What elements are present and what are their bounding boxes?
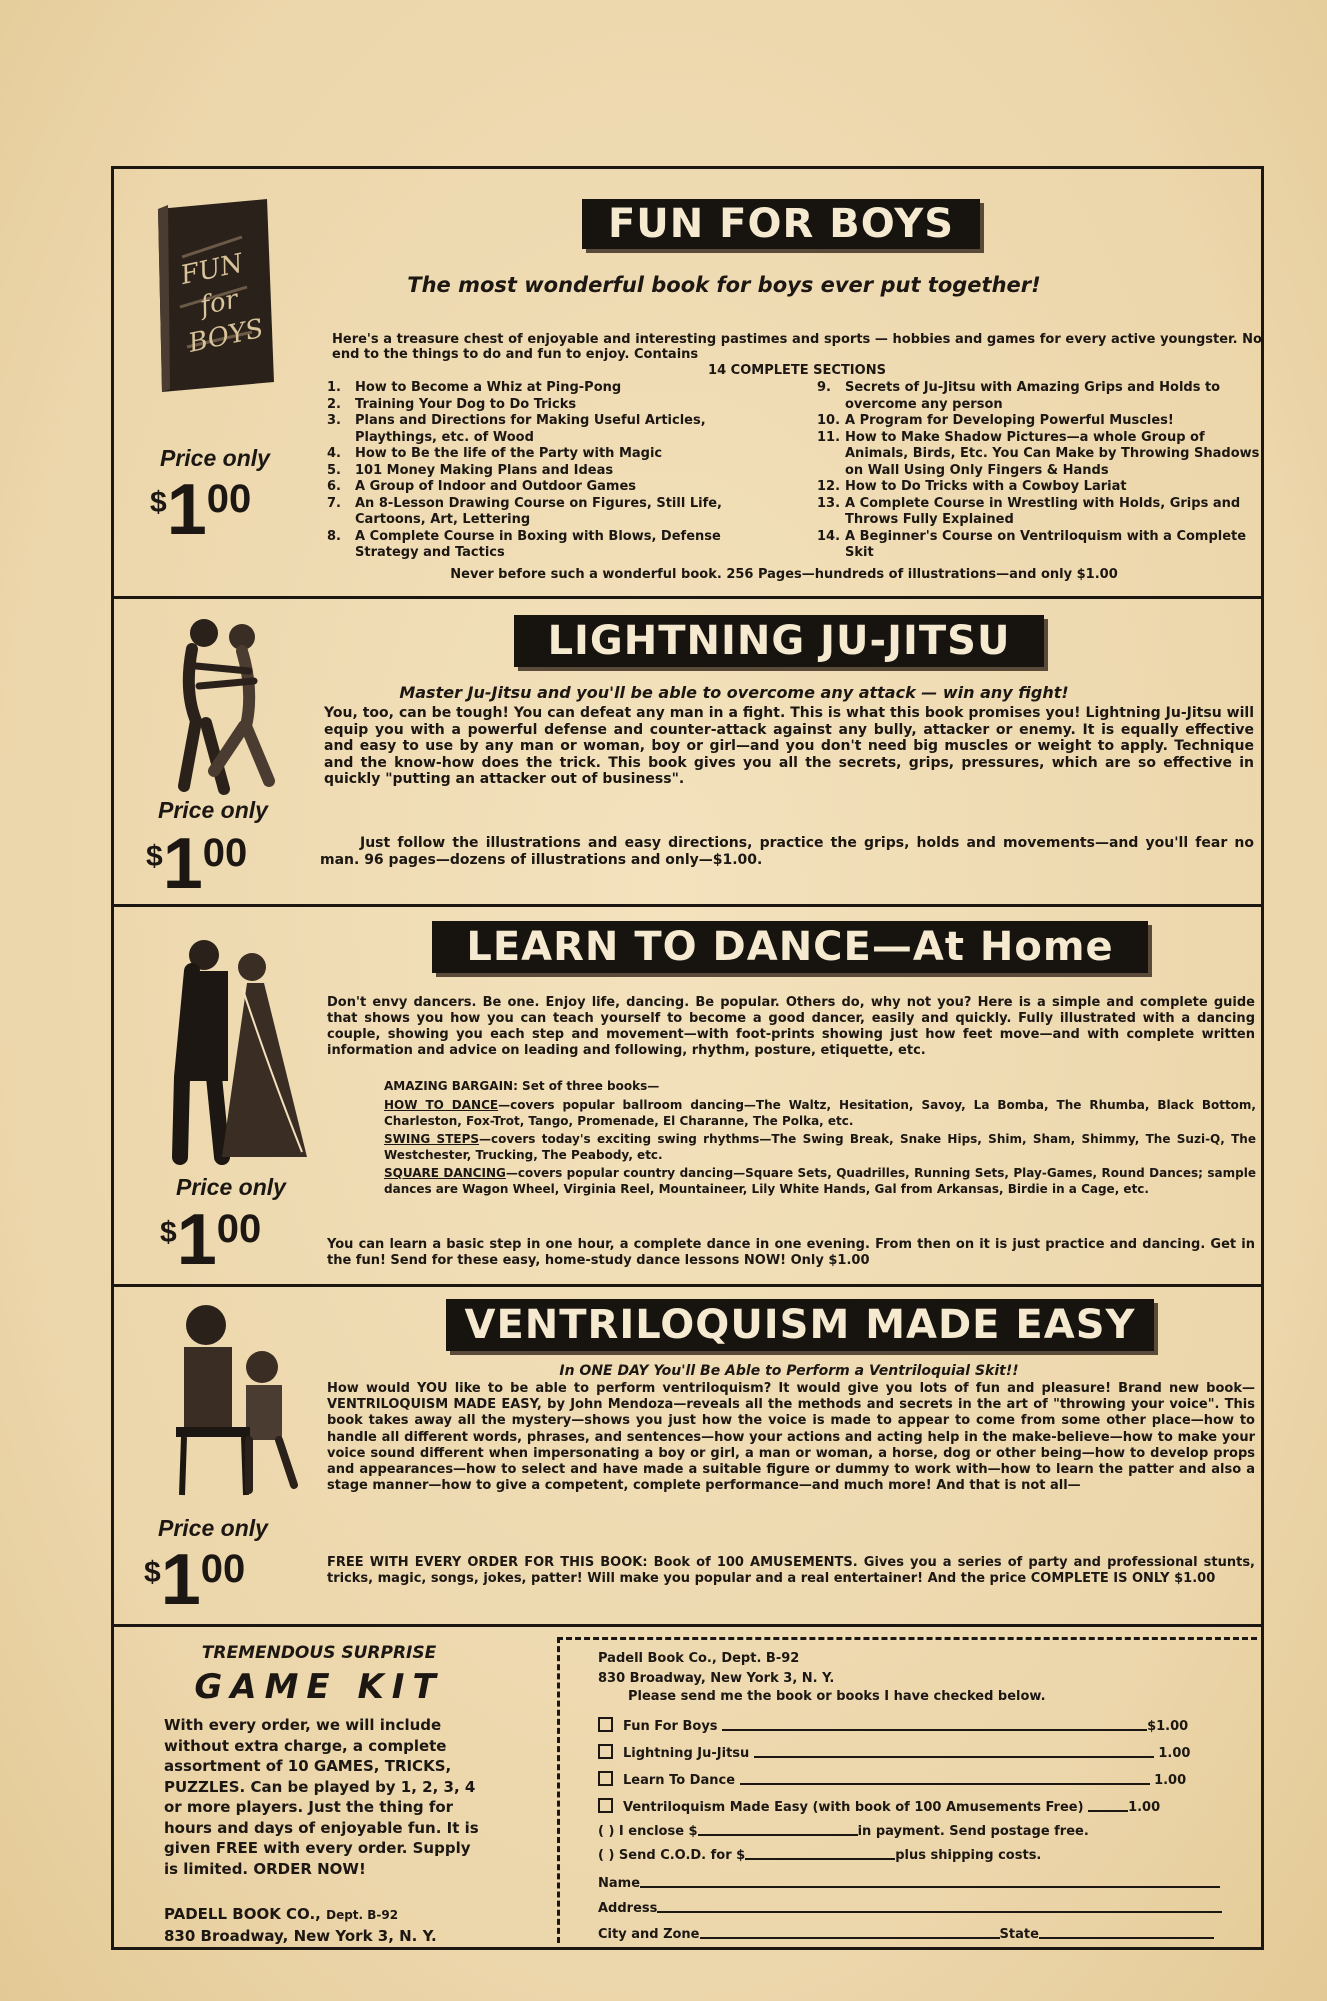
price-label: Price only xyxy=(158,797,268,823)
price-dollars: 1 xyxy=(162,824,203,904)
fun-for-boys-footer: Never before such a wonderful book. 256 Pages—hundreds of illustrations—and only $1.00 xyxy=(450,567,1118,582)
price-dollars: 1 xyxy=(160,1540,201,1620)
enclose-payment-row[interactable]: ( ) I enclose $ in payment. Send postage free. xyxy=(598,1824,1089,1839)
checkbox[interactable] xyxy=(598,1798,613,1813)
dance-body: Don't envy dancers. Be one. Enjoy life, dancing. Be popular. Others do, why not you? Here is a simple and complete guide that shows you how you can teach yourself to become a good dancer, easily and quickly. Fully illustrated with a dancing couple, showing you each step and movement—with foot-prints showing just how feet move—and with complete written information and advice on leading and following, rhythm, posture, etiquette, etc. xyxy=(327,995,1255,1058)
ventriloquism-body: How would YOU like to be able to perform ventriloquism? It would give you lots of fun and pleasure! Brand new book—VENTRILOQUISM MADE EASY, by John Mendoza—reveals all the methods and secrets in the art of "throwing your voice". This book takes away all the mystery—shows you just how the voice is made to appear to come from some other place—how to handle all different words, phrases, and sentences—how your actions and acting help in the make-believe—how to make your voice sound different when impersonating a boy or girl, a man or woman, a horse, dog or other being—how to develop props and appearances—how to select and have made a suitable figure or dummy to work with—how to learn the patter and also a stage manner—how to give a competent, complete performance—and much more! And that is not all— xyxy=(327,1381,1255,1494)
price-dollar: $ xyxy=(146,840,163,873)
fighters-illustration xyxy=(154,611,294,801)
list-item: 14. A Beginner's Course on Ventriloquism with a Complete Skit xyxy=(817,528,1247,560)
dance-banner: LEARN TO DANCE—At Home xyxy=(432,921,1148,973)
sections-list-left xyxy=(327,380,772,562)
price-tag xyxy=(146,823,247,905)
price-cents: 00 xyxy=(200,1547,246,1591)
list-item: 2. Training Your Dog to Do Tricks xyxy=(327,396,577,412)
order-instructions: Please send me the book or books I have checked below. xyxy=(628,1689,1046,1704)
ju-jitsu-section xyxy=(114,599,1261,907)
price-tag xyxy=(160,1199,261,1281)
list-item: 3. Plans and Directions for Making Useful Articles, Playthings, etc. of Wood xyxy=(327,413,706,445)
dance-item: SQUARE DANCING—covers popular country dancing—Square Sets, Quadrilles, Running Sets, Play-Games, Round Dances; sample dances are Wagon Wheel, Virginia Reel, Mountaineer, Lily White Hands, Gal from Arkansas, Birdie in a Cage, etc. xyxy=(384,1166,1256,1196)
ventriloquism-banner: VENTRILOQUISM MADE EASY xyxy=(446,1299,1154,1351)
game-kit-company: PADELL BOOK CO., Dept. B-92 xyxy=(164,1905,399,1923)
cod-row[interactable]: ( ) Send C.O.D. for $ plus shipping costs. xyxy=(598,1848,1042,1863)
list-item: 5. 101 Money Making Plans and Ideas xyxy=(327,462,614,478)
price-tag xyxy=(150,469,251,551)
game-kit-heading-2: GAME KIT xyxy=(194,1667,444,1707)
order-section xyxy=(114,1627,1261,1947)
ventriloquist-illustration xyxy=(154,1295,324,1515)
coupon-left-border xyxy=(557,1637,560,1943)
price-dollar: $ xyxy=(160,1216,177,1249)
game-kit-address: 830 Broadway, New York 3, N. Y. xyxy=(164,1927,437,1945)
list-item: 10. A Program for Developing Powerful Muscles! xyxy=(817,413,1174,428)
ventriloquism-tagline: In ONE DAY You'll Be Able to Perform a Ventriloquial Skit!! xyxy=(559,1363,1019,1379)
cod-amount-field[interactable] xyxy=(745,1858,895,1860)
fun-for-boys-intro: Here's a treasure chest of enjoyable and interesting pastimes and sports — hobbies and games for every active youngster. No end to the things to do and fun to enjoy. Contains xyxy=(332,332,1262,362)
list-item: 7. An 8-Lesson Drawing Course on Figures, Still Life, Cartoons, Art, Lettering xyxy=(327,495,722,527)
price-dollars: 1 xyxy=(166,470,207,550)
price-label: Price only xyxy=(176,1174,286,1200)
list-item: 11. How to Make Shadow Pictures—a whole Group of Animals, Birds, Etc. You Can Make by Throwing Shadows on Wall Using Only Fingers & Hands xyxy=(817,429,1260,478)
game-kit-heading-1: TREMENDOUS SURPRISE xyxy=(201,1643,437,1663)
order-address-1: Padell Book Co., Dept. B-92 xyxy=(598,1651,800,1666)
enclose-amount-field[interactable] xyxy=(698,1834,858,1836)
checkbox[interactable] xyxy=(598,1717,613,1732)
price-cents: 00 xyxy=(206,477,252,521)
dance-items xyxy=(384,1097,1256,1199)
price-tag xyxy=(144,1539,245,1621)
fun-for-boys-banner: FUN FOR BOYS xyxy=(582,199,980,249)
book-cover-illustration xyxy=(152,197,277,397)
price-dollars: 1 xyxy=(176,1200,217,1280)
list-item: 6. A Group of Indoor and Outdoor Games xyxy=(327,479,637,494)
city-state-field[interactable]: City and Zone State xyxy=(598,1927,1214,1942)
fun-for-boys-tagline: The most wonderful book for boys ever put together! xyxy=(407,273,1041,297)
list-item: 12. How to Do Tricks with a Cowboy Lariat xyxy=(817,479,1127,494)
list-item: 13. A Complete Course in Wrestling with Holds, Grips and Throws Fully Explained xyxy=(817,495,1241,527)
order-item-row[interactable]: Fun For Boys $1.00 xyxy=(598,1717,1223,1734)
ventriloquism-section xyxy=(114,1287,1261,1627)
sections-heading: 14 COMPLETE SECTIONS xyxy=(708,363,886,378)
order-address-2: 830 Broadway, New York 3, N. Y. xyxy=(598,1671,835,1686)
dance-bargain: AMAZING BARGAIN: Set of three books— xyxy=(384,1079,660,1093)
order-form xyxy=(598,1651,1238,1941)
dance-item: SWING STEPS—covers today's exciting swing rhythms—The Swing Break, Snake Hips, Shim, Sham, Shimmy, The Suzi-Q, The Westchester, Trucking, The Peabody, etc. xyxy=(384,1132,1256,1162)
price-label: Price only xyxy=(158,1515,268,1541)
list-item: 4. How to Be the life of the Party with Magic xyxy=(327,446,663,461)
price-label: Price only xyxy=(160,445,270,471)
checkbox[interactable] xyxy=(598,1771,613,1786)
ventriloquism-free-offer: FREE WITH EVERY ORDER FOR THIS BOOK: Book of 100 AMUSEMENTS. Gives you a series of party and professional stunts, tricks, magic, songs, jokes, patter! Will make you popular and a real entertainer! And the price COMPLETE IS ONLY $1.00 xyxy=(327,1555,1255,1586)
order-item-row[interactable]: Learn To Dance 1.00 xyxy=(598,1771,1223,1788)
game-kit-body: With every order, we will include without extra charge, a complete assortment of 10 GAMES, TRICKS, PUZZLES. Can be played by 1, 2, 3, 4 or more players. Just the thing for hours and days of enjoyable fun. It is given FREE with every order. Supply is limited. ORDER NOW! xyxy=(164,1716,479,1878)
list-item: 9. Secrets of Ju-Jitsu with Amazing Grips and Holds to overcome any person xyxy=(817,380,1221,412)
ad-frame xyxy=(111,166,1264,1950)
book-cover-title: FUN for BOYS xyxy=(178,248,267,359)
dance-closing: You can learn a basic step in one hour, a complete dance in one evening. From then on it is just practice and dancing. Get in the fun! Send for these easy, home-study dance lessons NOW! Only $1.00 xyxy=(327,1237,1255,1268)
price-dollar: $ xyxy=(150,486,167,519)
ju-jitsu-banner: LIGHTNING JU-JITSU xyxy=(514,615,1044,667)
coupon-top-border xyxy=(557,1637,1257,1640)
price-cents: 00 xyxy=(202,831,248,875)
price-cents: 00 xyxy=(216,1207,262,1251)
order-item-row[interactable]: Lightning Ju-Jitsu 1.00 xyxy=(598,1744,1223,1761)
order-item-row[interactable]: Ventriloquism Made Easy (with book of 100 Amusements Free) 1.00 xyxy=(598,1798,1223,1815)
address-field[interactable]: Address xyxy=(598,1901,1222,1916)
ju-jitsu-tagline: Master Ju-Jitsu and you'll be able to overcome any attack — win any fight! xyxy=(399,683,1069,702)
checkbox[interactable] xyxy=(598,1744,613,1759)
list-item: 1. How to Become a Whiz at Ping-Pong xyxy=(327,380,622,395)
dance-section xyxy=(114,907,1261,1287)
sections-list-right xyxy=(817,380,1262,562)
ju-jitsu-body: You, too, can be tough! You can defeat any man in a fight. This is what this book promises you! Lightning Ju-Jitsu will equip you with a powerful defense and counter-attack against any bully, attacker or enemy. It is equally effective and easy to use by any man or woman, boy or girl—and you don't need big muscles or weight to apply. Technique and the know-how does the trick. This book gives you all the secrets, grips, pressures, which are so effective in quickly "putting an attacker out of business". xyxy=(324,705,1254,787)
name-field[interactable]: Name xyxy=(598,1876,1220,1891)
fun-for-boys-section xyxy=(114,169,1261,599)
ju-jitsu-body-2: Just follow the illustrations and easy directions, practice the grips, holds and movements—and you'll fear no man. 96 pages—dozens of illustrations and only—$1.00. xyxy=(320,835,1254,868)
price-dollar: $ xyxy=(144,1556,161,1589)
dance-item: HOW TO DANCE—covers popular ballroom dancing—The Waltz, Hesitation, Savoy, La Bomba, The Rhumba, Black Bottom, Charleston, Fox-Trot, Tango, Promenade, El Charanne, The Polka, etc. xyxy=(384,1098,1256,1128)
dancers-illustration xyxy=(152,927,312,1167)
list-item: 8. A Complete Course in Boxing with Blows, Defense Strategy and Tactics xyxy=(327,528,721,560)
